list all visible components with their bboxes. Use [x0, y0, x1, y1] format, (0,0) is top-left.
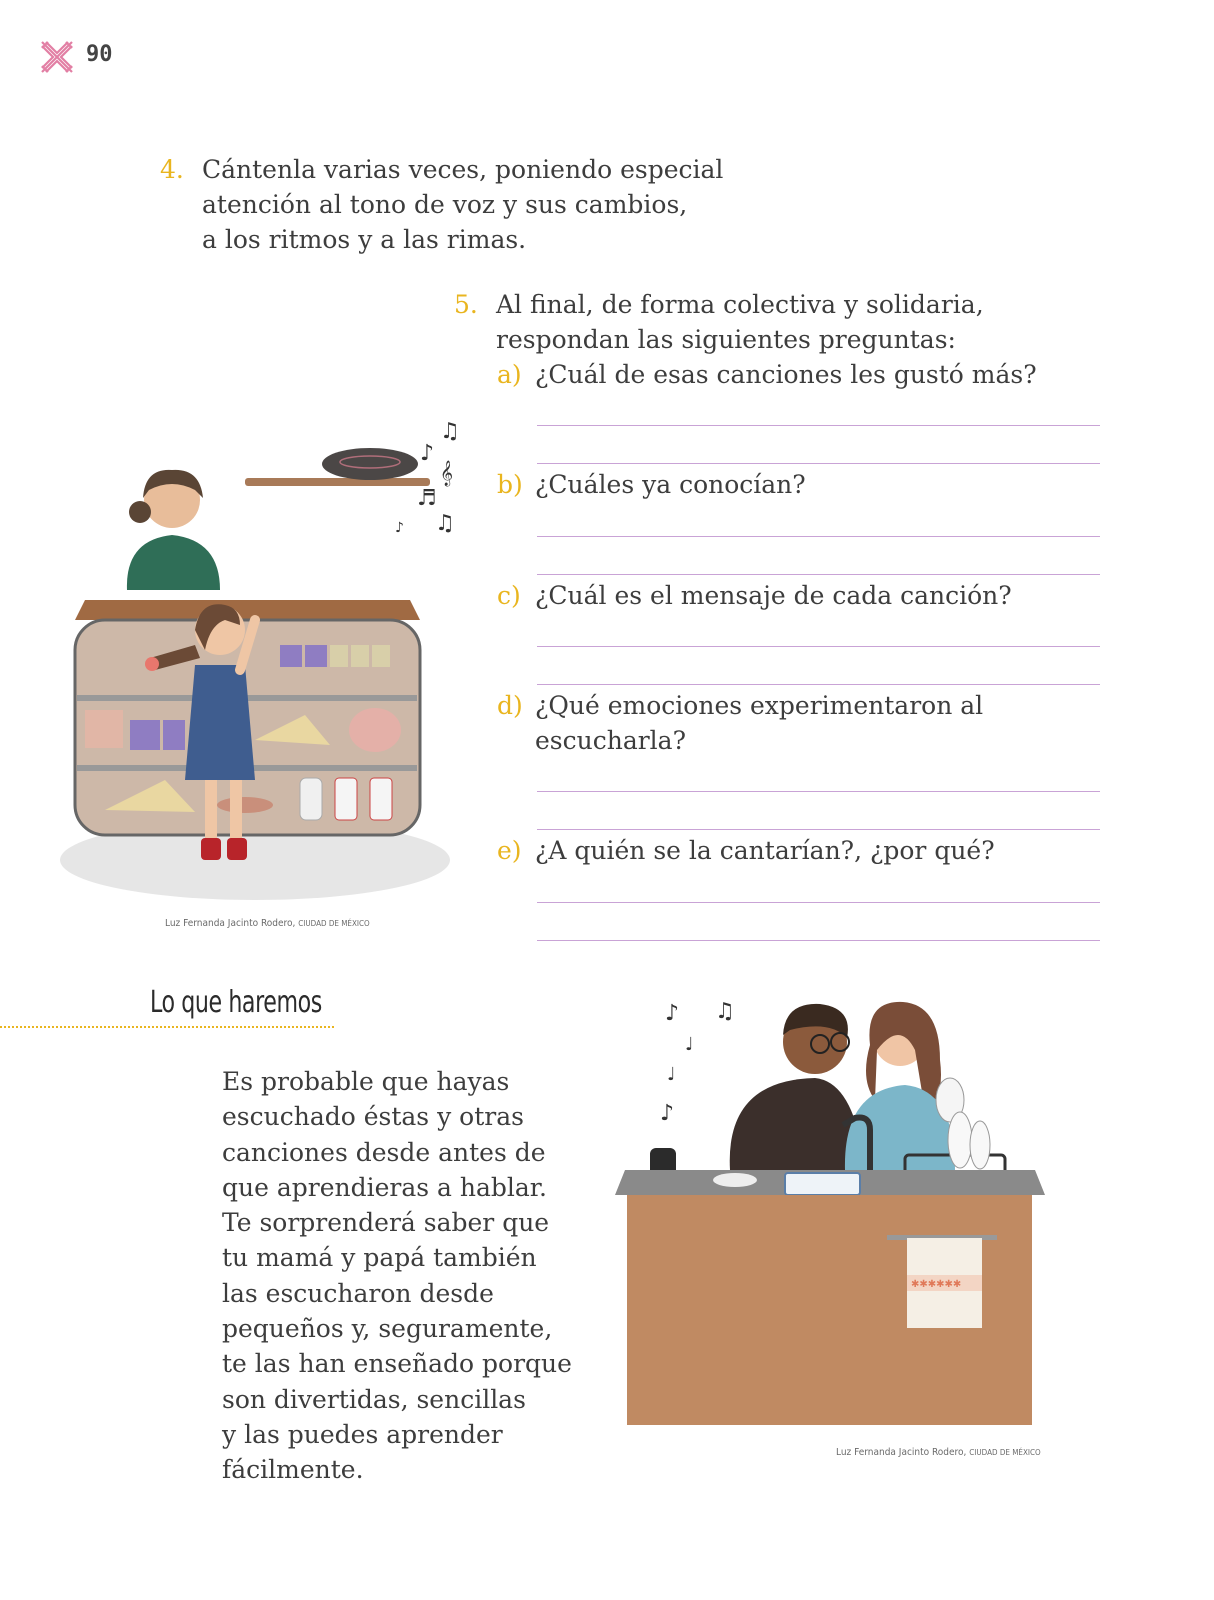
svg-text:♪: ♪ — [420, 441, 435, 466]
paragraph-line: pequeños y, seguramente, — [222, 1314, 553, 1344]
svg-text:♪: ♪ — [395, 520, 404, 536]
credit-place: CIUDAD DE MÉXICO — [298, 919, 370, 928]
svg-text:♩: ♩ — [685, 1034, 694, 1055]
step-line: a los ritmos y a las rimas. — [202, 225, 527, 254]
credit-name: Luz Fernanda Jacinto Rodero, — [165, 918, 299, 929]
paragraph-line: Es probable que hayas — [222, 1067, 510, 1096]
paragraph-line: son divertidas, sencillas — [222, 1384, 526, 1414]
paragraph-line: escuchado éstas y otras — [222, 1102, 524, 1132]
question-c — [497, 578, 1115, 613]
step-line: atención al tono de voz y sus cambios, — [202, 190, 688, 219]
answer-line[interactable] — [537, 463, 1100, 464]
illustration-credit — [165, 918, 370, 929]
svg-text:𝄞: 𝄞 — [440, 461, 454, 486]
credit-place: CIUDAD DE MÉXICO — [969, 1448, 1041, 1457]
illustration-credit — [836, 1447, 1041, 1458]
svg-text:♫: ♫ — [435, 511, 455, 536]
paragraph-line: y las puedes aprender — [222, 1419, 503, 1449]
paragraph-line: fácilmente. — [222, 1455, 364, 1485]
question-b — [497, 467, 1115, 502]
question-text: ¿Qué emociones experimentaron al — [535, 691, 984, 720]
svg-text:♫: ♫ — [715, 999, 735, 1024]
section-title: Lo que haremos — [150, 985, 322, 1020]
question-text: escucharla? — [535, 726, 686, 755]
step-line: Cántenla varias veces, poniendo especial — [202, 155, 724, 184]
paragraph-line: las escucharon desde — [222, 1278, 494, 1308]
svg-text:♫: ♫ — [440, 420, 460, 444]
svg-text:♪: ♪ — [665, 1001, 680, 1026]
book-logo-icon — [38, 38, 76, 76]
svg-text:♪: ♪ — [660, 1101, 675, 1126]
answer-line[interactable] — [537, 684, 1100, 685]
answer-line[interactable] — [537, 425, 1100, 426]
question-d — [497, 688, 1115, 758]
step-number: 5. — [454, 290, 478, 319]
answer-line[interactable] — [537, 940, 1100, 941]
paragraph-line: canciones desde antes de — [222, 1137, 546, 1167]
svg-text:♬: ♬ — [417, 486, 437, 511]
shop-illustration — [55, 420, 475, 920]
question-e — [497, 833, 1115, 868]
answer-line[interactable] — [537, 791, 1100, 792]
question-text: ¿Cuál de esas canciones les gustó más? — [535, 360, 1037, 389]
section-paragraph — [222, 1064, 622, 1488]
paragraph-line: que aprendieras a hablar. — [222, 1172, 547, 1202]
question-text: ¿Cuál es el mensaje de cada canción? — [535, 581, 1012, 610]
paragraph-line: tu mamá y papá también — [222, 1243, 537, 1273]
step-4 — [160, 152, 762, 257]
paragraph-line: te las han enseñado porque — [222, 1349, 572, 1379]
svg-text:✱✱✱✱✱✱: ✱✱✱✱✱✱ — [911, 1279, 962, 1290]
credit-name: Luz Fernanda Jacinto Rodero, — [836, 1447, 970, 1458]
question-letter: a) — [497, 360, 522, 389]
step-number: 4. — [160, 155, 184, 184]
answer-line[interactable] — [537, 536, 1100, 537]
question-letter: e) — [497, 836, 522, 865]
answer-line[interactable] — [537, 574, 1100, 575]
paragraph-line: Te sorprenderá saber que — [222, 1208, 550, 1238]
page-number: 90 — [86, 42, 113, 67]
svg-text:♩: ♩ — [667, 1064, 676, 1085]
step-line: Al final, de forma colectiva y solidaria, — [496, 290, 984, 319]
answer-line[interactable] — [537, 902, 1100, 903]
answer-line[interactable] — [537, 829, 1100, 830]
question-a — [497, 357, 1115, 392]
step-line: respondan las siguientes preguntas: — [496, 325, 956, 354]
section-divider — [0, 1026, 334, 1028]
step-5 — [454, 287, 1116, 357]
question-text: ¿Cuáles ya conocían? — [535, 470, 806, 499]
kitchen-illustration — [615, 990, 1055, 1440]
question-letter: b) — [497, 470, 523, 499]
question-text: ¿A quién se la cantarían?, ¿por qué? — [535, 836, 995, 865]
answer-line[interactable] — [537, 646, 1100, 647]
question-letter: c) — [497, 581, 521, 610]
question-letter: d) — [497, 691, 523, 720]
